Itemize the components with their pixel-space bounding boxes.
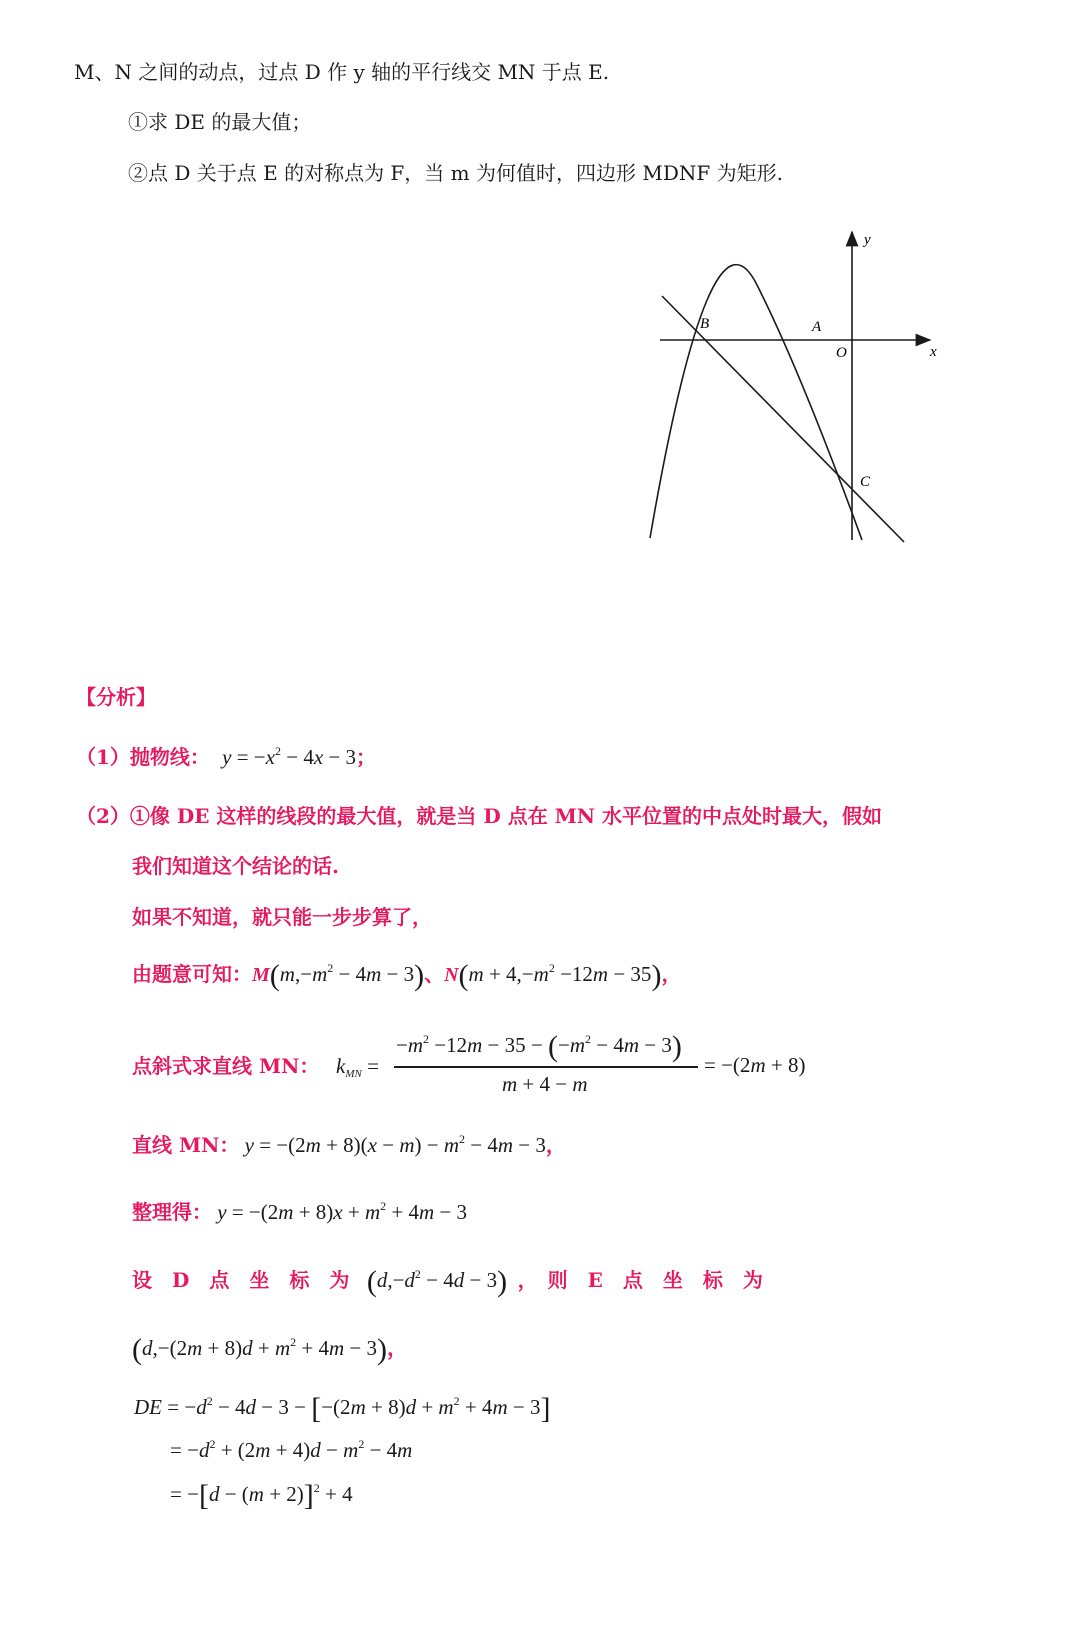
- parabola-curve: [650, 265, 862, 540]
- de-step-2: = $-d^2 + (2m + 4)d - m^2 - 4m$: [170, 1437, 413, 1462]
- slope-result: = −(2m + 8): [704, 1053, 806, 1077]
- parabola-curve-upper: [678, 282, 770, 340]
- label-o: O: [836, 345, 847, 361]
- problem-line-1: [74, 58, 609, 86]
- question-1: ①求 DE 的最大值；: [128, 110, 312, 134]
- de-step-1: DE = $-d^2 - 4d - 3 - [-(2m + 8)d + m^2 + 4m - 3]$: [134, 1392, 551, 1425]
- parabola-equation: $y = -x^2 - 4x - 3$: [222, 744, 356, 769]
- simplified-equation: 整理得： $y = -(2m + 8)x + m^2 + 4m - 3$: [132, 1199, 467, 1224]
- e-coordinates: $(d,-(2m + 8)d + m^2 + 4m - 3)$，: [132, 1333, 408, 1366]
- label-c: C: [860, 474, 871, 490]
- part2-line3: 如果不知道，就只能一步步算了，: [132, 905, 432, 929]
- problem-text: M、N 之间的动点，过点 D 作 y 轴的平行线交 MN 于点 E.: [74, 60, 610, 84]
- de-step-3: = $-[d - (m + 2)]^2 + 4$: [170, 1479, 353, 1512]
- analysis-heading: 【分析】: [76, 685, 156, 709]
- label-x: x: [930, 344, 937, 360]
- slope-denominator: m + 4 − m: [502, 1072, 588, 1096]
- part2-line1: （2）①像 DE 这样的线段的最大值，就是当 D 点在 MN 水平位置的中点处时最大，假如: [76, 804, 883, 828]
- line-mn-equation: 直线 MN： $y = -(2m + 8)(x - m) - m^2 - 4m - 3$，: [132, 1132, 566, 1157]
- label-a: A: [812, 319, 822, 335]
- slope-label: 点斜式求直线 MN：: [132, 1054, 320, 1078]
- question-2: ②点 D 关于点 E 的对称点为 F，当 m 为何值时，四边形 MDNF 为矩形.: [128, 161, 783, 185]
- slope-k: $k_{MN}$ =: [336, 1054, 379, 1080]
- part2-line2: 我们知道这个结论的话.: [132, 854, 339, 878]
- slope-numerator: $-m^2 -12m - 35 - (-m^2 - 4m - 3)$: [396, 1030, 682, 1063]
- fraction-bar: [394, 1066, 698, 1068]
- line-bc: [662, 296, 904, 542]
- label-y: y: [864, 232, 871, 248]
- set-d-line: 设 D 点 坐 标 为 $(d,-d^2 - 4d - 3)$ ， 则 E 点 坐 标 为: [132, 1265, 763, 1298]
- part1-line: （1）抛物线： $y = -x^2 - 4x - 3$；: [76, 744, 376, 769]
- given-points-line: 由题意可知：$M(m,-m^2 - 4m - 3)$、$N(m + 4,-m^2 -12m - 35)$，: [132, 959, 682, 992]
- label-b: B: [700, 316, 710, 332]
- parabola-figure: [640, 220, 950, 550]
